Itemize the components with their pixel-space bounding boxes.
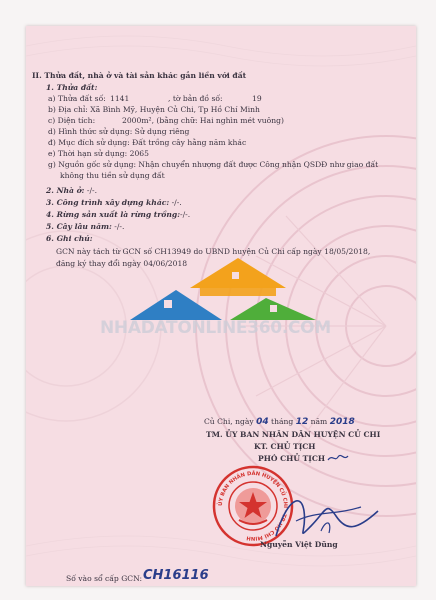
kt-chairman: KT. CHỦ TỊCH [254,442,316,451]
area-label: c) Diện tích: [48,116,96,125]
map-sheet-number: 19 [252,94,262,103]
origin-line-2: không thu tiền sử dụng đất [60,171,165,180]
item-notes: 6. Ghi chú: [46,234,93,243]
signer-name: Nguyễn Việt Dũng [260,540,338,549]
notes-line-2: đăng ký thay đổi ngày 04/06/2018 [56,259,188,268]
registration-number: CH16116 [143,568,209,583]
origin-line-1: g) Nguồn gốc sử dụng: Nhận chuyển nhượng đất được Công nhận QSDĐ như giao đất [48,160,379,169]
item-house: 2. Nhà ở: -/-. [46,186,97,195]
certificate-page [26,26,416,586]
house-logo-watermark [120,250,340,322]
item-planted-forest: 4. Rừng sản xuất là rừng trồng:-/-. [46,210,191,219]
address-line: b) Địa chỉ: Xã Bình Mỹ, Huyện Củ Chi, Tp Hồ Chí Minh [48,105,260,114]
usage-term-line: e) Thời hạn sử dụng: 2065 [48,149,149,158]
parcel-number-label: a) Thửa đất số: [48,94,106,103]
parcel-number: 1141 [110,94,130,103]
land-heading: 1. Thửa đất: [46,83,98,92]
initials-mark [326,452,350,464]
item-other-construction: 3. Công trình xây dựng khác: -/-. [46,198,182,207]
registration-label: Số vào sổ cấp GCN: [66,574,143,583]
watermark-text: NHADATONLINE360.COM [100,318,331,338]
issuing-authority: TM. ỦY BAN NHÂN DÂN HUYỆN CỦ CHI [206,430,381,439]
signing-date: Củ Chi, ngày 04 tháng 12 năm 2018 [204,417,355,427]
seal-ring-text: ỦY BAN NHÂN DÂN HUYỆN CỦ CHI · TP HỒ CHÍ MINH [217,470,289,542]
map-sheet-label: , tờ bản đồ số: [168,94,223,103]
usage-purpose-line: đ) Mục đích sử dụng: Đất trồng cây hằng năm khác [48,138,247,147]
vice-chairman-title: PHÓ CHỦ TỊCH [258,454,326,463]
item-perennial-trees: 5. Cây lâu năm: -/-. [46,222,125,231]
usage-form-line: d) Hình thức sử dụng: Sử dụng riêng [48,127,190,136]
area-value: 2000m², (bằng chữ: Hai nghìn mét vuông) [122,116,284,125]
section-title: II. Thửa đất, nhà ở và tài sản khác gắn liền với đất [32,71,247,80]
notes-line-1: GCN này tách từ GCN số CH13949 do UBND huyện Củ Chi cấp ngày 18/05/2018, [56,247,371,256]
